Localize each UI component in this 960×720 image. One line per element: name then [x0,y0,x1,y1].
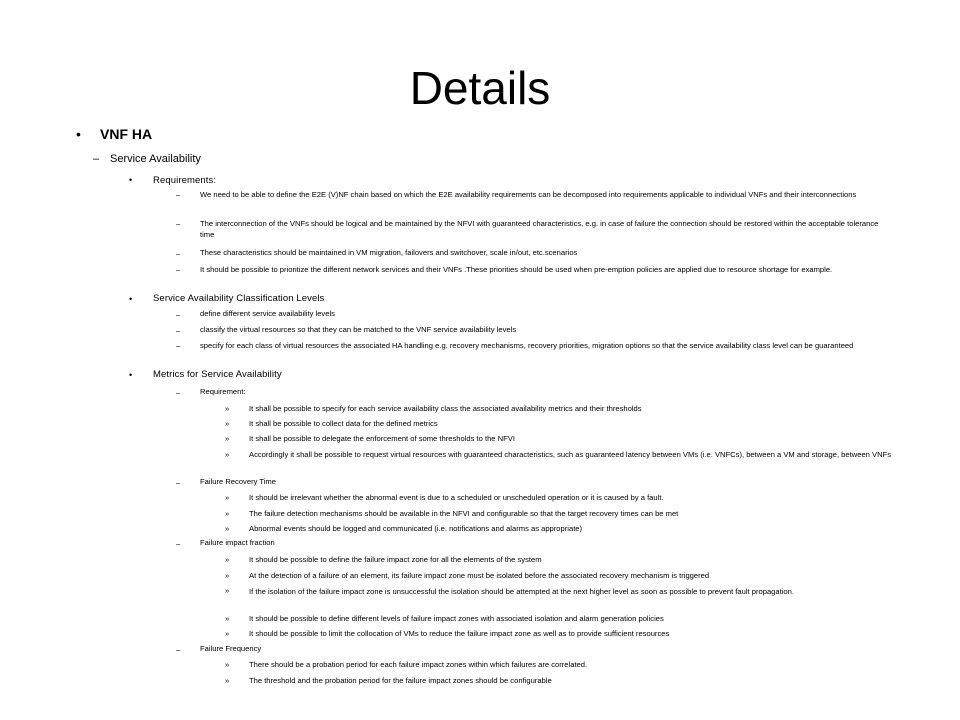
bullet-raquo: » [225,450,230,459]
bullet-raquo: » [225,660,230,669]
bullet-dash: – [176,388,181,397]
classification-item: define different service availability levels [200,309,335,318]
classification-item: specify for each class of virtual resources the associated HA handling e.g. recovery mechanisms, recovery priorities, migration options so that the service availability class level can be guaranteed [200,341,854,350]
bullet-dash: – [93,153,100,165]
failure-impact-fraction-item: If the isolation of the failure impact zone is unsuccessful the isolation should be attempted at the next higher level as soon as possible to prevent fault propagation. [249,587,794,596]
bullet-dash: – [176,326,181,335]
bullet-raquo: » [225,614,230,623]
failure-impact-fraction-item: At the detection of a failure of an element, its failure impact zone must be isolated before the associated recovery mechanism is triggered [249,571,710,580]
failure-recovery-time-heading: Failure Recovery Time [200,477,276,486]
slide-title: Details [409,62,551,114]
metrics-requirement-item: It shall be possible to specify for each service availability class the associated availability metrics and their thresholds [249,404,642,413]
bullet-dash: – [176,310,181,319]
bullet-dash: – [176,539,181,548]
bullet-raquo: » [225,509,230,518]
service-availability-heading: Service Availability [110,153,201,165]
failure-frequency-item: There should be a probation period for each failure impact zones within which failures are correlated. [249,660,588,669]
requirement-item: It should be possible to prioritize the different network services and their VNFs .These priorities should be used when pre-emption policies are applied due to resource shortage for example. [200,265,833,274]
metrics-requirement-item: It shall be possible to delegate the enforcement of some thresholds to the NFVI [249,434,515,443]
bullet-raquo: » [225,419,230,428]
bullet-dot: • [129,175,133,185]
bullet-dot: • [76,126,81,142]
classification-heading: Service Availability Classification Levels [153,293,325,304]
bullet-dash: – [176,341,181,350]
failure-recovery-time-item: The failure detection mechanisms should be available in the NFVI and configurable so that the target recovery times can be met [249,509,679,518]
failure-frequency-item: The threshold and the probation period for the failure impact zones should be configurable [249,676,552,685]
bullet-raquo: » [225,586,230,595]
bullet-raquo: » [225,571,230,580]
bullet-dash: – [176,190,181,199]
requirement-item: The interconnection of the VNFs should be logical and be maintained by the NFVI with guaranteed characteristics, e.g. in case of failure the connection should be restored within the acceptable tolerance time [200,219,879,239]
bullet-dash: – [176,265,181,274]
bullet-raquo: » [225,629,230,638]
bullet-dot: • [129,294,133,304]
bullet-dash: – [176,478,181,487]
failure-frequency-heading: Failure Frequency [200,644,262,653]
failure-impact-fraction-item: It should be possible to define different levels of failure impact zones with associated isolation and alarm generation policies [249,614,664,623]
metrics-requirement-item: Accordingly it shall be possible to request virtual resources with guaranteed characteristics, such as guaranteed latency between VMs (i.e. VNFCs), between a VM and storage, between VNFs [249,450,891,459]
failure-impact-fraction-item: It should be possible to limit the collocation of VMs to reduce the failure impact zone as well as to provide sufficient resources [249,629,670,638]
requirement-item: We need to be able to define the E2E (V)NF chain based on which the E2E availability requirements can be decomposed into requirements applicable to individual VNFs and their interconnections [200,190,857,199]
bullet-raquo: » [225,434,230,443]
bullet-dash: – [176,219,181,228]
failure-impact-fraction-heading: Failure impact fraction [200,538,275,547]
bullet-raquo: » [225,524,230,533]
bullet-raquo: » [225,555,230,564]
classification-item: classify the virtual resources so that they can be matched to the VNF service availability levels [200,325,517,334]
vnf-ha-heading: VNF HA [100,126,153,142]
bullet-dot: • [129,370,133,380]
failure-recovery-time-item: Abnormal events should be logged and communicated (i.e. notifications and alarms as appropriate) [249,524,583,533]
bullet-raquo: » [225,676,230,685]
requirement-item: These characteristics should be maintained in VM migration, failovers and switchover, scale in/out, etc.scenarios [200,248,578,257]
metrics-requirement-heading: Requirement: [200,387,246,396]
bullet-dash: – [176,645,181,654]
bullet-raquo: » [225,404,230,413]
failure-impact-fraction-item: It should be possible to define the failure impact zone for all the elements of the system [249,555,542,564]
metrics-heading: Metrics for Service Availability [153,369,282,380]
metrics-requirement-item: It shall be possible to collect data for the defined metrics [249,419,438,428]
requirements-heading: Requirements: [153,175,217,186]
bullet-dash: – [176,249,181,258]
bullet-raquo: » [225,493,230,502]
failure-recovery-time-item: It should be irrelevant whether the abnormal event is due to a scheduled or unscheduled operation or it is caused by a fault. [249,493,664,502]
